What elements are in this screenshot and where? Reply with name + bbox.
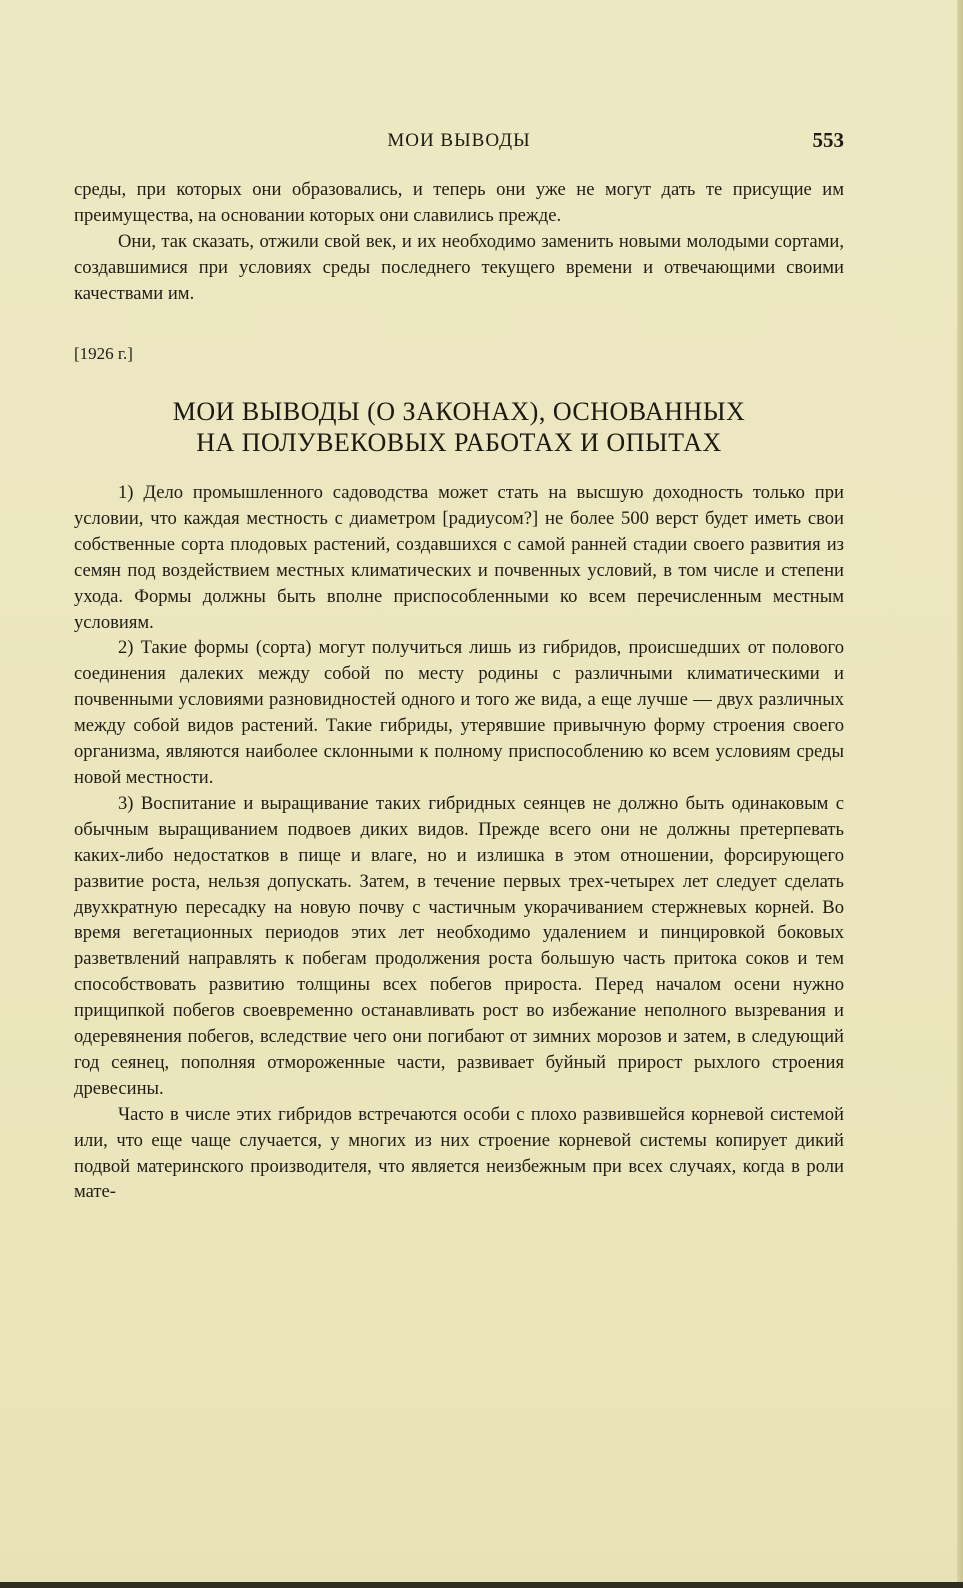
running-head-title: МОИ ВЫВОДЫ [387, 130, 531, 151]
continuation-text [74, 177, 844, 307]
running-head [74, 128, 844, 156]
page-number: 553 [812, 128, 844, 152]
continuation-paragraph-1: среды, при которых они образовались, и теперь они уже не могут дать те присущие им преимущества, на основании которых они славились прежде. [74, 179, 844, 226]
section-paragraph-2: 2) Такие формы (сорта) могут получиться лишь из гибридов, происшедших от полового соединения далеких между собой по месту родины с различными климатическими и почвенными условиями разновидностей одного и того же вида, а еще лучше — двух различных между собой видов растений. Такие гибриды, утерявшие привычную форму строения своего организма, являются наиболее склонными к полному приспособлению ко всем условиям среды новой местности. [74, 637, 844, 788]
section-heading-line-2: НА ПОЛУВЕКОВЫХ РАБОТАХ И ОПЫТАХ [196, 428, 722, 457]
section-paragraph-1: 1) Дело промышленного садоводства может стать на высшую доходность только при условии, что каждая местность с диаметром [радиусом?] не более 500 верст будет иметь свои собственные сорта плодовых растений, создавшихся с самой ранней стадии своего развития из семян под воздействием местных климатических и почвенных условий, в том числе и степени ухода. Формы должны быть вполне приспособленными ко всем перечисленным местным условиям. [74, 482, 844, 633]
section-paragraph-4: Часто в числе этих гибридов встречаются особи с плохо развившейся корневой системой или, что еще чаще случается, у многих из них строение корневой системы копирует дикий подвой материнского производителя, что является неизбежным при всех случаях, когда в роли мате- [74, 1103, 844, 1203]
dateline: [1926 г.] [74, 344, 133, 363]
section-heading [74, 396, 844, 458]
section-paragraph-3: 3) Воспитание и выращивание таких гибридных сеянцев не должно быть одинаковым с обычным выращиванием подвоев диких видов. Прежде всего они не должны претерпевать каких-либо недостатков в пище и влаге, но и излишка в этом отношении, форсирующего развитие роста, нельзя допускать. Затем, в течение первых трех-четырех лет следует сделать двухкратную пересадку на новую почву с частичным укорачиванием стержневых корней. Во время вегетационных периодов этих лет необходимо удалением и пинцировкой боковых разветвлений направлять к побегам продолжения роста большую часть притока соков и тем способствовать развитию толщины всех побегов прироста. Перед началом осени нужно прищипкой побегов своевременно останавливать рост во избежание неполного вызревания и одеревянения побегов, вследствие чего они погибают от зимних морозов и затем, в следующий год сеянец, пополняя отмороженные части, развивает буйный прирост рыхлого строения древесины. [74, 792, 844, 1099]
section-heading-line-1: МОИ ВЫВОДЫ (О ЗАКОНАХ), ОСНОВАННЫХ [172, 397, 746, 426]
continuation-paragraph-2: Они, так сказать, отжили свой век, и их необходимо заменить новыми молодыми сортами, создавшимися при условиях среды последнего текущего времени и отвечающими своими качествами им. [74, 230, 844, 304]
section-body [74, 480, 844, 1205]
page-edge-right [957, 0, 963, 1588]
page-edge-bottom [0, 1582, 963, 1588]
